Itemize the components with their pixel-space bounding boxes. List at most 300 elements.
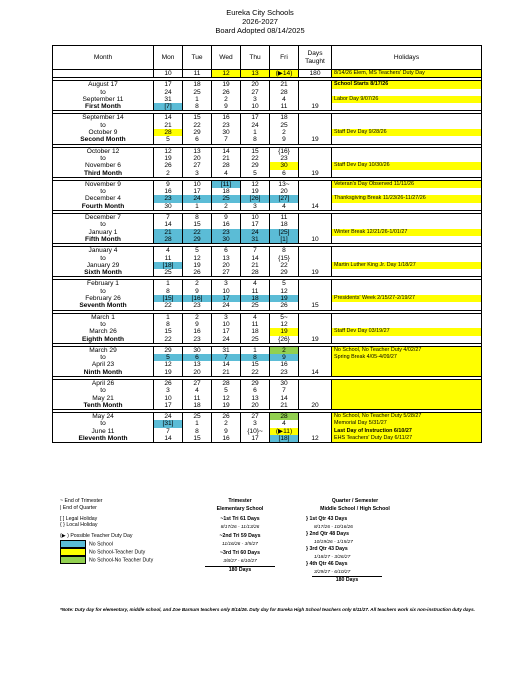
month-label xyxy=(53,114,154,144)
month-range-line: September 14 xyxy=(82,114,124,122)
day-cell: 6 xyxy=(195,136,199,144)
holiday-note xyxy=(332,387,481,394)
day-cell: 21 xyxy=(164,121,172,129)
holiday-note: Veteran's Day Observed 11/11/26 xyxy=(332,181,481,188)
day-cell: 14 xyxy=(164,221,172,229)
day-column xyxy=(270,214,299,244)
day-cell: 30 xyxy=(212,236,240,243)
taught-line xyxy=(299,195,331,202)
trimester-title: Trimester xyxy=(228,498,252,504)
month-label xyxy=(53,413,154,443)
day-cell: 8 xyxy=(253,136,257,144)
day-cell: 22 xyxy=(164,302,172,310)
col-month: Month xyxy=(53,46,154,70)
days-taught-cell xyxy=(299,313,332,343)
day-cell: 22 xyxy=(183,229,211,236)
month-range-line: to xyxy=(100,320,106,328)
holiday-note xyxy=(332,221,481,228)
day-cell: 13 xyxy=(193,147,201,155)
day-cell: 25 xyxy=(164,269,172,277)
day-cell: 12 xyxy=(193,254,201,262)
day-cell: 12 xyxy=(164,147,172,155)
day-cell: 6 xyxy=(183,354,211,361)
days-taught-cell xyxy=(299,346,332,376)
day-cell: 20 xyxy=(222,261,230,269)
day-cell: 4 xyxy=(166,247,170,255)
day-cell: 16 xyxy=(280,361,288,369)
day-cell: 27 xyxy=(193,162,201,170)
day-cell: 3 xyxy=(195,169,199,177)
day-cell: 15 xyxy=(164,328,172,336)
day-cell: 14 xyxy=(222,147,230,155)
month-range-line: to xyxy=(100,221,106,229)
day-cell: 29 xyxy=(193,129,201,137)
day-cell: 21 xyxy=(280,81,288,89)
day-cell: 16 xyxy=(222,435,230,443)
legend-symbol-item: (▶ ) Possible Teacher Duty Day xyxy=(60,533,133,540)
day-column xyxy=(241,214,270,244)
day-cell: 25 xyxy=(212,195,240,202)
holiday-note: Memorial Day 5/31/27 xyxy=(332,420,481,427)
col-fri: Fri xyxy=(270,46,299,70)
day-cell: 3 xyxy=(253,420,257,428)
day-cell: 18 xyxy=(280,114,288,122)
day-column xyxy=(183,313,212,343)
day-cell: 31 xyxy=(241,236,269,243)
day-cell: 10 xyxy=(164,394,172,402)
holiday-note: EHS Teachers' Duty Day 6/11/27 xyxy=(332,435,481,442)
day-column xyxy=(154,247,183,277)
month-block xyxy=(53,114,482,144)
holiday-note xyxy=(332,269,481,276)
day-cell: 28 xyxy=(154,236,182,243)
month-range-line: September 11 xyxy=(82,95,124,103)
day-cell: 29 xyxy=(183,236,211,243)
holiday-note xyxy=(332,170,481,177)
day-cell: 25 xyxy=(193,88,201,96)
month-range-line: October 9 xyxy=(88,129,118,137)
day-cell: 12 xyxy=(212,70,241,78)
legend-label: No School-Teacher Duty xyxy=(89,549,146,556)
day-cell: 23 xyxy=(280,368,288,376)
taught-line xyxy=(299,288,331,295)
trimester-summary xyxy=(185,498,295,575)
day-cell: 14 xyxy=(280,394,288,402)
day-cell: 26 xyxy=(280,302,288,310)
month-ordinal: Fourth Month xyxy=(81,202,125,210)
month-label xyxy=(53,346,154,376)
month-range-line: June 11 xyxy=(91,427,115,435)
day-column xyxy=(270,247,299,277)
day-column xyxy=(270,81,299,111)
taught-line: 14 xyxy=(311,202,319,210)
taught-line xyxy=(299,295,331,302)
holiday-note xyxy=(332,203,481,210)
taught-line xyxy=(299,129,331,136)
month-ordinal: Eleventh Month xyxy=(78,435,128,443)
month-range-line: November 6 xyxy=(85,162,121,170)
legend-symbol-item: { } Local Holiday xyxy=(60,522,98,529)
day-cell: 28 xyxy=(222,379,230,387)
day-cell: 17 xyxy=(251,221,259,229)
month-range-line: November 9 xyxy=(85,180,121,188)
footnote: *Note: Duty day for elementary, middle school, and Zoe Barnum teachers only 8/14/26. Duty day for Eureka High School teachers only 6/11/27. All teachers work six non-instruction duty days. xyxy=(60,607,475,612)
day-column xyxy=(270,379,299,409)
day-column xyxy=(154,114,183,144)
day-cell: 19 xyxy=(164,154,172,162)
month-range-line: February 26 xyxy=(85,295,121,303)
calendar-table xyxy=(52,45,482,443)
day-cell: 15 xyxy=(193,435,201,443)
month-label xyxy=(53,214,154,244)
quarter-summary xyxy=(300,498,410,585)
day-cell: 18 xyxy=(280,221,288,229)
taught-line xyxy=(299,361,331,368)
holiday-note xyxy=(332,214,481,221)
week-row-first xyxy=(53,70,482,78)
day-cell: 11 xyxy=(183,70,212,78)
holiday-note xyxy=(332,395,481,402)
holiday-note xyxy=(332,402,481,409)
day-column xyxy=(241,379,270,409)
day-cell: 18 xyxy=(193,81,201,89)
day-cell: 13 xyxy=(222,254,230,262)
day-cell: 20 xyxy=(280,188,288,196)
month-block xyxy=(53,247,482,277)
legend-color-item xyxy=(60,548,153,556)
month-range-line: January 29 xyxy=(86,261,120,269)
quarter-dates: 8/17/26 - 10/16/26 xyxy=(314,524,353,530)
days-taught-cell xyxy=(299,180,332,210)
day-cell: 11 xyxy=(280,103,288,111)
taught-line xyxy=(299,229,331,236)
day-cell: 29 xyxy=(251,162,259,170)
day-cell: 27 xyxy=(222,269,230,277)
month-label xyxy=(53,247,154,277)
day-column xyxy=(183,81,212,111)
month-range-line: March 26 xyxy=(89,328,117,336)
day-column xyxy=(154,346,183,376)
day-cell: 23 xyxy=(222,121,230,129)
day-cell: {16} xyxy=(278,147,290,155)
days-taught-cell: 180 xyxy=(299,70,332,78)
day-cell: 12 xyxy=(280,320,288,328)
day-cell: 11 xyxy=(251,320,259,328)
holiday-note xyxy=(332,321,481,328)
trimester-subtitle: Elementary School xyxy=(216,505,264,512)
day-cell: 10 xyxy=(154,70,183,78)
month-range-line: to xyxy=(100,287,106,295)
month-range-line: to xyxy=(100,121,106,129)
day-cell: 9 xyxy=(166,180,170,188)
day-cell: 11 xyxy=(193,394,201,402)
day-column xyxy=(183,280,212,310)
day-cell: 1 xyxy=(166,280,170,288)
month-block xyxy=(53,313,482,343)
taught-line xyxy=(299,280,331,287)
day-cell: 25 xyxy=(193,413,201,421)
day-cell: 9 xyxy=(195,320,199,328)
day-cell: 23 xyxy=(280,154,288,162)
day-cell: {10}~ xyxy=(247,427,263,435)
day-column xyxy=(183,346,212,376)
quarter-row: } 2nd Qtr 48 Days xyxy=(306,531,349,537)
day-column xyxy=(241,346,270,376)
day-cell: 1 xyxy=(195,420,199,428)
day-column xyxy=(154,313,183,343)
days-taught-cell xyxy=(299,214,332,244)
month-ordinal: Fifth Month xyxy=(85,235,121,243)
day-cell: 28 xyxy=(270,413,298,420)
quarter-dates: 1/18/27 - 3/26/27 xyxy=(314,554,351,560)
day-cell: 22 xyxy=(251,368,259,376)
day-cell: (▶11) xyxy=(270,428,298,435)
day-cell: 13 xyxy=(251,394,259,402)
holiday-note: Staff Dev Day 03/19/27 xyxy=(332,328,481,335)
month-range-line: January 1 xyxy=(88,228,118,236)
taught-line xyxy=(299,314,331,321)
day-cell: 23 xyxy=(212,229,240,236)
taught-line xyxy=(299,96,331,103)
day-cell: 6 xyxy=(224,247,228,255)
day-cell: 3 xyxy=(224,280,228,288)
day-cell: 3 xyxy=(253,202,257,210)
day-cell: 13 xyxy=(241,70,270,78)
holiday-note: Spring Break 4/05-4/09/27 xyxy=(332,354,481,361)
taught-line xyxy=(299,262,331,269)
day-cell: 10 xyxy=(251,214,259,222)
holiday-note xyxy=(332,361,481,368)
day-cell: 3 xyxy=(224,313,228,321)
day-column xyxy=(241,180,270,210)
quarter-row: } 1st Qtr 43 Days xyxy=(306,516,348,522)
day-column xyxy=(212,214,241,244)
day-cell: 2 xyxy=(224,420,228,428)
day-cell: 24 xyxy=(183,195,211,202)
day-column xyxy=(212,346,241,376)
taught-line xyxy=(299,81,331,88)
day-cell: 18 xyxy=(251,328,259,336)
taught-line: 19 xyxy=(311,169,319,177)
day-cell: 23 xyxy=(193,335,201,343)
taught-line xyxy=(299,181,331,188)
day-cell: 31 xyxy=(164,95,172,103)
day-cell: 10 xyxy=(222,287,230,295)
month-label xyxy=(53,180,154,210)
day-cell: 19 xyxy=(222,81,230,89)
legend-swatch xyxy=(60,556,86,564)
day-column xyxy=(241,313,270,343)
day-cell: 24 xyxy=(222,302,230,310)
month-ordinal: Eighth Month xyxy=(81,335,125,343)
holiday-notes xyxy=(332,280,482,310)
day-cell: 24 xyxy=(251,121,259,129)
day-cell: 30 xyxy=(193,346,201,354)
month-range-line: May 21 xyxy=(92,394,114,402)
day-cell: 8 xyxy=(166,287,170,295)
day-cell: 27 xyxy=(251,413,259,421)
taught-line: 12 xyxy=(311,435,319,443)
day-cell: 25 xyxy=(251,335,259,343)
quarter-dates: 10/19/26 - 1/15/27 xyxy=(314,539,353,545)
day-cell: 13~ xyxy=(278,180,290,188)
day-cell: 28 xyxy=(154,129,182,136)
taught-line xyxy=(299,114,331,121)
quarter-subtitle: Middle School / High School xyxy=(320,505,390,512)
day-column xyxy=(270,114,299,144)
legend xyxy=(60,498,153,565)
col-days-taught: Days Taught xyxy=(299,46,332,70)
taught-line xyxy=(299,395,331,402)
holiday-note xyxy=(332,122,481,129)
day-cell: 12 xyxy=(164,361,172,369)
day-cell: 19 xyxy=(270,295,298,302)
trimester-row: ~2nd Tri 59 Days xyxy=(219,533,261,539)
day-cell: 3 xyxy=(166,387,170,395)
day-column xyxy=(183,247,212,277)
month-range-line: to xyxy=(100,88,106,96)
holiday-note: Presidents' Week 2/15/27-2/19/27 xyxy=(332,295,481,302)
day-column xyxy=(270,280,299,310)
month-block xyxy=(53,81,482,111)
legend-symbol-item: ~ End of Trimester xyxy=(60,498,103,504)
day-cell: 10 xyxy=(193,180,201,188)
day-cell: 15 xyxy=(193,114,201,122)
day-cell: 24 xyxy=(241,229,269,236)
day-column xyxy=(270,413,299,443)
day-cell: 20 xyxy=(193,154,201,162)
day-cell: 12 xyxy=(251,180,259,188)
taught-line xyxy=(299,255,331,262)
day-cell: 6 xyxy=(282,169,286,177)
day-column xyxy=(270,147,299,177)
day-cell: 22 xyxy=(280,261,288,269)
holiday-note: Thanksgiving Break 11/23/26-11/27/26 xyxy=(332,195,481,202)
day-column xyxy=(212,114,241,144)
day-cell: 30 xyxy=(270,162,298,169)
taught-line xyxy=(299,413,331,420)
month-range-line: March 29 xyxy=(89,346,117,354)
day-column xyxy=(183,147,212,177)
day-cell: 25 xyxy=(251,302,259,310)
day-cell: 4 xyxy=(195,387,199,395)
taught-line xyxy=(299,122,331,129)
day-cell: 12 xyxy=(222,394,230,402)
month-range-line: August 17 xyxy=(88,81,118,89)
month-block xyxy=(53,413,482,443)
month-range-line: to xyxy=(100,354,106,362)
month-label-empty xyxy=(53,70,154,78)
trimester-dates: 8/17/26 - 11/13/26 xyxy=(220,524,260,530)
col-thu: Thu xyxy=(241,46,270,70)
holiday-note xyxy=(332,89,481,96)
taught-line: 19 xyxy=(311,136,319,144)
day-cell: 26 xyxy=(222,413,230,421)
day-cell: 4 xyxy=(224,169,228,177)
month-label xyxy=(53,147,154,177)
day-cell: 7 xyxy=(166,427,170,435)
day-cell: 8 xyxy=(241,354,269,361)
day-cell: 21 xyxy=(222,154,230,162)
day-column xyxy=(183,114,212,144)
day-cell: [1] xyxy=(270,236,298,243)
day-cell: 14 xyxy=(164,435,172,443)
holiday-notes xyxy=(332,346,482,376)
month-range-line: April 26 xyxy=(91,379,115,387)
day-column xyxy=(241,147,270,177)
holiday-note: 8/14/26 Elem, MS Teachers' Duty Day xyxy=(332,70,482,78)
holiday-notes xyxy=(332,413,482,443)
col-wed: Wed xyxy=(212,46,241,70)
holiday-note xyxy=(332,188,481,195)
day-cell: 30 xyxy=(164,202,172,210)
legend-label: No School xyxy=(89,541,113,548)
day-column xyxy=(183,214,212,244)
taught-line xyxy=(299,148,331,155)
day-cell: 5 xyxy=(195,247,199,255)
day-cell: 17 xyxy=(222,328,230,336)
day-cell: 23 xyxy=(193,302,201,310)
taught-line: 10 xyxy=(311,235,319,243)
day-cell: 2 xyxy=(224,95,228,103)
col-mon: Mon xyxy=(154,46,183,70)
month-range-line: April 23 xyxy=(91,361,115,369)
taught-line: 19 xyxy=(311,335,319,343)
day-cell: 14 xyxy=(222,361,230,369)
taught-line xyxy=(299,188,331,195)
holiday-note: Staff Dev Day 10/30/26 xyxy=(332,162,481,169)
day-cell: [7] xyxy=(154,103,182,110)
day-cell: 20 xyxy=(193,368,201,376)
trimester-dates: 11/16/26 - 3/5/27 xyxy=(222,541,258,547)
holiday-notes xyxy=(332,180,482,210)
day-cell: 12 xyxy=(280,287,288,295)
day-cell: 17 xyxy=(164,401,172,409)
legend-color-item xyxy=(60,556,153,564)
day-cell: 19 xyxy=(164,368,172,376)
month-range-line: to xyxy=(100,188,106,196)
taught-line xyxy=(299,247,331,254)
holiday-note: Martin Luther King Jr. Day 1/18/27 xyxy=(332,262,481,269)
day-cell: 4 xyxy=(282,95,286,103)
taught-line xyxy=(299,155,331,162)
legend-symbol-item: | End of Quarter xyxy=(60,504,97,511)
quarter-row: } 4th Qtr 46 Days xyxy=(306,561,348,567)
day-cell: 17 xyxy=(193,188,201,196)
taught-line: 19 xyxy=(311,269,319,277)
day-column xyxy=(212,379,241,409)
day-cell: {26} xyxy=(278,335,290,343)
day-cell: 3 xyxy=(253,95,257,103)
day-column xyxy=(212,280,241,310)
holiday-notes xyxy=(332,247,482,277)
day-column xyxy=(241,114,270,144)
taught-line xyxy=(299,162,331,169)
day-cell: 28 xyxy=(222,162,230,170)
day-cell: 19 xyxy=(222,401,230,409)
day-cell: 2 xyxy=(282,129,286,137)
day-cell: 4 xyxy=(282,202,286,210)
day-column xyxy=(212,180,241,210)
day-cell: 22 xyxy=(251,154,259,162)
day-cell: 16 xyxy=(193,328,201,336)
holiday-note xyxy=(332,369,481,376)
month-range-line: March 1 xyxy=(91,313,115,321)
day-cell: 2 xyxy=(166,169,170,177)
day-column xyxy=(212,413,241,443)
day-cell: 27 xyxy=(251,88,259,96)
day-cell: [18] xyxy=(270,435,298,442)
